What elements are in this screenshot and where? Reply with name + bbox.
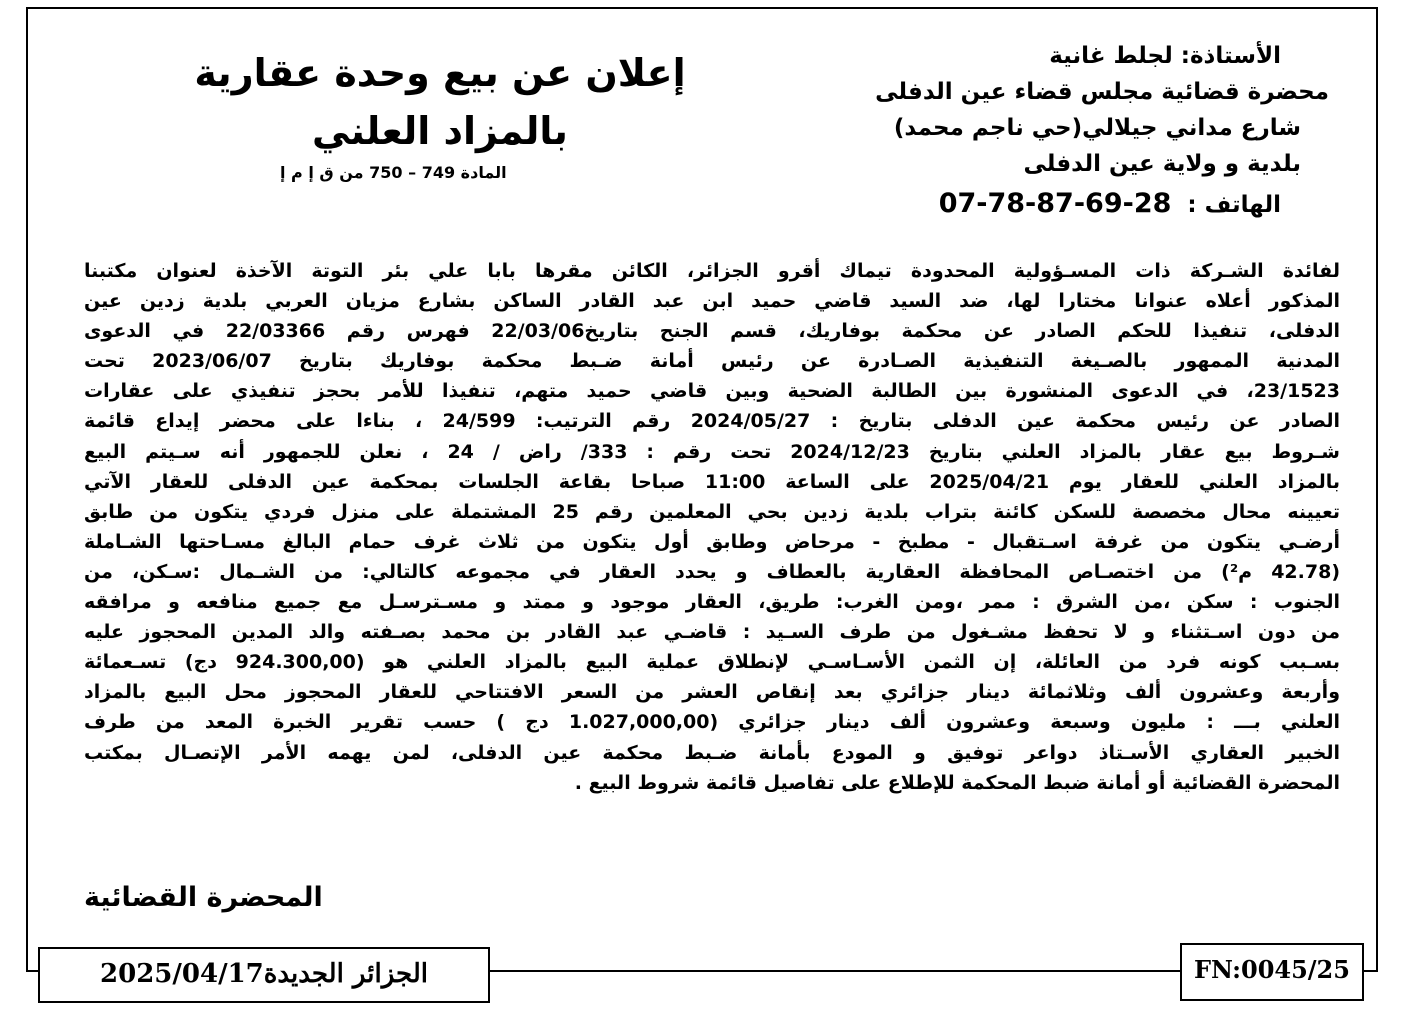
title-line-2: بالمزاد العلني bbox=[312, 109, 568, 153]
body-line: وأربعة وعشرون ألف وثلاثمائة دينار جزائري بعد إنقاص العشر من السعر الافتتاحي للعقار المحجوز محل البيع بالمزاد bbox=[84, 681, 1340, 704]
bailiff-city: بلدية و ولاية عين الدفلى bbox=[1023, 151, 1301, 177]
body-line: المدنية الممهور بالصـيغة التنفيذية الصـادرة عن رئيس أمانة ضـبط محكمة بوفاريك بتاريخ 2023/06/07 تحت bbox=[84, 350, 1341, 373]
body-line: الجنوب : سكن ،من الشرق : ممر ،ومن الغرب: طريق، العقار موجود و ممتد و مسـترسـل مع جميع منافعه و مرافقه bbox=[84, 591, 1340, 614]
bailiff-phone bbox=[721, 182, 1281, 227]
file-number-box: FN:0045/25 bbox=[1180, 943, 1364, 1001]
body-line: لفائدة الشـركة ذات المسـؤولية المحدودة تيماك أقرو الجزائر، الكائن مقرها بابا علي بئر التوتة الآخذة لعنوان مكتبنا bbox=[84, 260, 1340, 282]
body-line: من دون اسـتثناء و لا تحفظ مشـغول من طرف السـيد : قاضـي عبد القادر بن محمد بصـفته والد المدين المحجوز عليه bbox=[84, 621, 1340, 644]
bailiff-name: الأستاذة: لجلط غانية bbox=[1049, 43, 1281, 69]
body-line: (42.78 م²) من اختصـاص المحافظة العقارية بالعطاف و يحدد العقار في مجموعه كالتالي: من الشـمال :سـكن، من bbox=[84, 560, 1340, 583]
signature: المحضرة القضائية bbox=[84, 882, 323, 913]
footer-rule-right bbox=[1362, 970, 1378, 972]
legal-article-reference: المادة 749 – 750 من ق إ م إ bbox=[280, 163, 507, 182]
bailiff-street: شارع مداني جيلالي(حي ناجم محمد) bbox=[893, 115, 1301, 141]
newspaper-date-box: الجزائر الجديدة2025/04/17 bbox=[38, 947, 490, 1003]
phone-label: الهاتف : bbox=[1187, 192, 1281, 218]
body-line: العلني بـــ : مليون وسبعة وعشرون ألف دينار جزائري (1.027,000,00 دج ) حسب تقرير الخبرة المعد من طرف bbox=[84, 711, 1340, 734]
announcement-body bbox=[84, 256, 1340, 798]
body-line: المذكور أعلاه عنوانا مختارا لها، ضد السيد قاضي حميد ابن عبد القادر الساكن بشارع مزيان العربي بلدية زدين عين bbox=[84, 290, 1340, 313]
bailiff-office: محضرة قضائية مجلس قضاء عين الدفلى bbox=[875, 79, 1329, 105]
body-line: الصادر عن رئيس محكمة عين الدفلى بتاريخ : 2024/05/27 رقم الترتيب: 24/599 ، بناءا على محضر إيداع قائمة bbox=[84, 410, 1340, 433]
body-line: بالمزاد العلني للعقار يوم 2025/04/21 على الساعة 11:00 صباحا بقاعة الجلسات بمحكمة عين الدفلى للعقار الآتي bbox=[84, 470, 1341, 493]
body-line: 23/1523، في الدعوى المنشورة بين الطالبة الضحية وبين قاضي حميد متهم، تنفيذا للأمر بحجز تنفيذي على عقارات bbox=[84, 380, 1340, 403]
body-line: الخبير العقاري الأسـتاذ دواعر توفيق و المودع بأمانة ضـبط محكمة عين الدفلى، لمن يهمه الأمر الإتصـال بمكتب bbox=[84, 741, 1340, 764]
body-line: تعيينه محال مخصصة للسكن كائنة بتراب بلدية زدين بحي المعلمين رقم 25 المشتملة على منزل فردي يتكون من طابق bbox=[84, 500, 1340, 523]
footer-rule-middle bbox=[488, 970, 1182, 972]
body-line: أرضـي يتكون من غرفة اسـتقبال - مطبخ - مرحاض وطابق أول يتكون من ثلاث غرف حمام البالغ مسـاحتها الشـاملة bbox=[84, 530, 1340, 553]
title-line-1: إعلان عن بيع وحدة عقارية bbox=[194, 51, 686, 95]
body-line: الدفلى، تنفيذا للحكم الصادر عن محكمة بوفاريك، قسم الجنح بتاريخ22/03/06 فهرس رقم 22/03366 في الدعوى bbox=[84, 320, 1340, 343]
announcement-title bbox=[160, 44, 720, 186]
bailiff-header bbox=[721, 38, 1329, 227]
body-line: المحضرة القضائية أو أمانة ضبط المحكمة للإطلاع على تفاصيل قائمة شروط البيع . bbox=[574, 771, 1340, 794]
phone-number: 07-78-87-69-28 bbox=[938, 188, 1172, 219]
body-line: شـروط بيع عقار بالمزاد العلني بتاريخ 2024/12/23 تحت رقم : 333/ راض / 24 ، نعلن للجمهور أنه سـيتم البيع bbox=[84, 440, 1340, 463]
body-line: بسـبب كونه فرد من العائلة، إن الثمن الأسـاسـي لإنطلاق عملية البيع بالمزاد العلني هو (924.300,00 دج) تسـعمائة bbox=[84, 651, 1340, 674]
